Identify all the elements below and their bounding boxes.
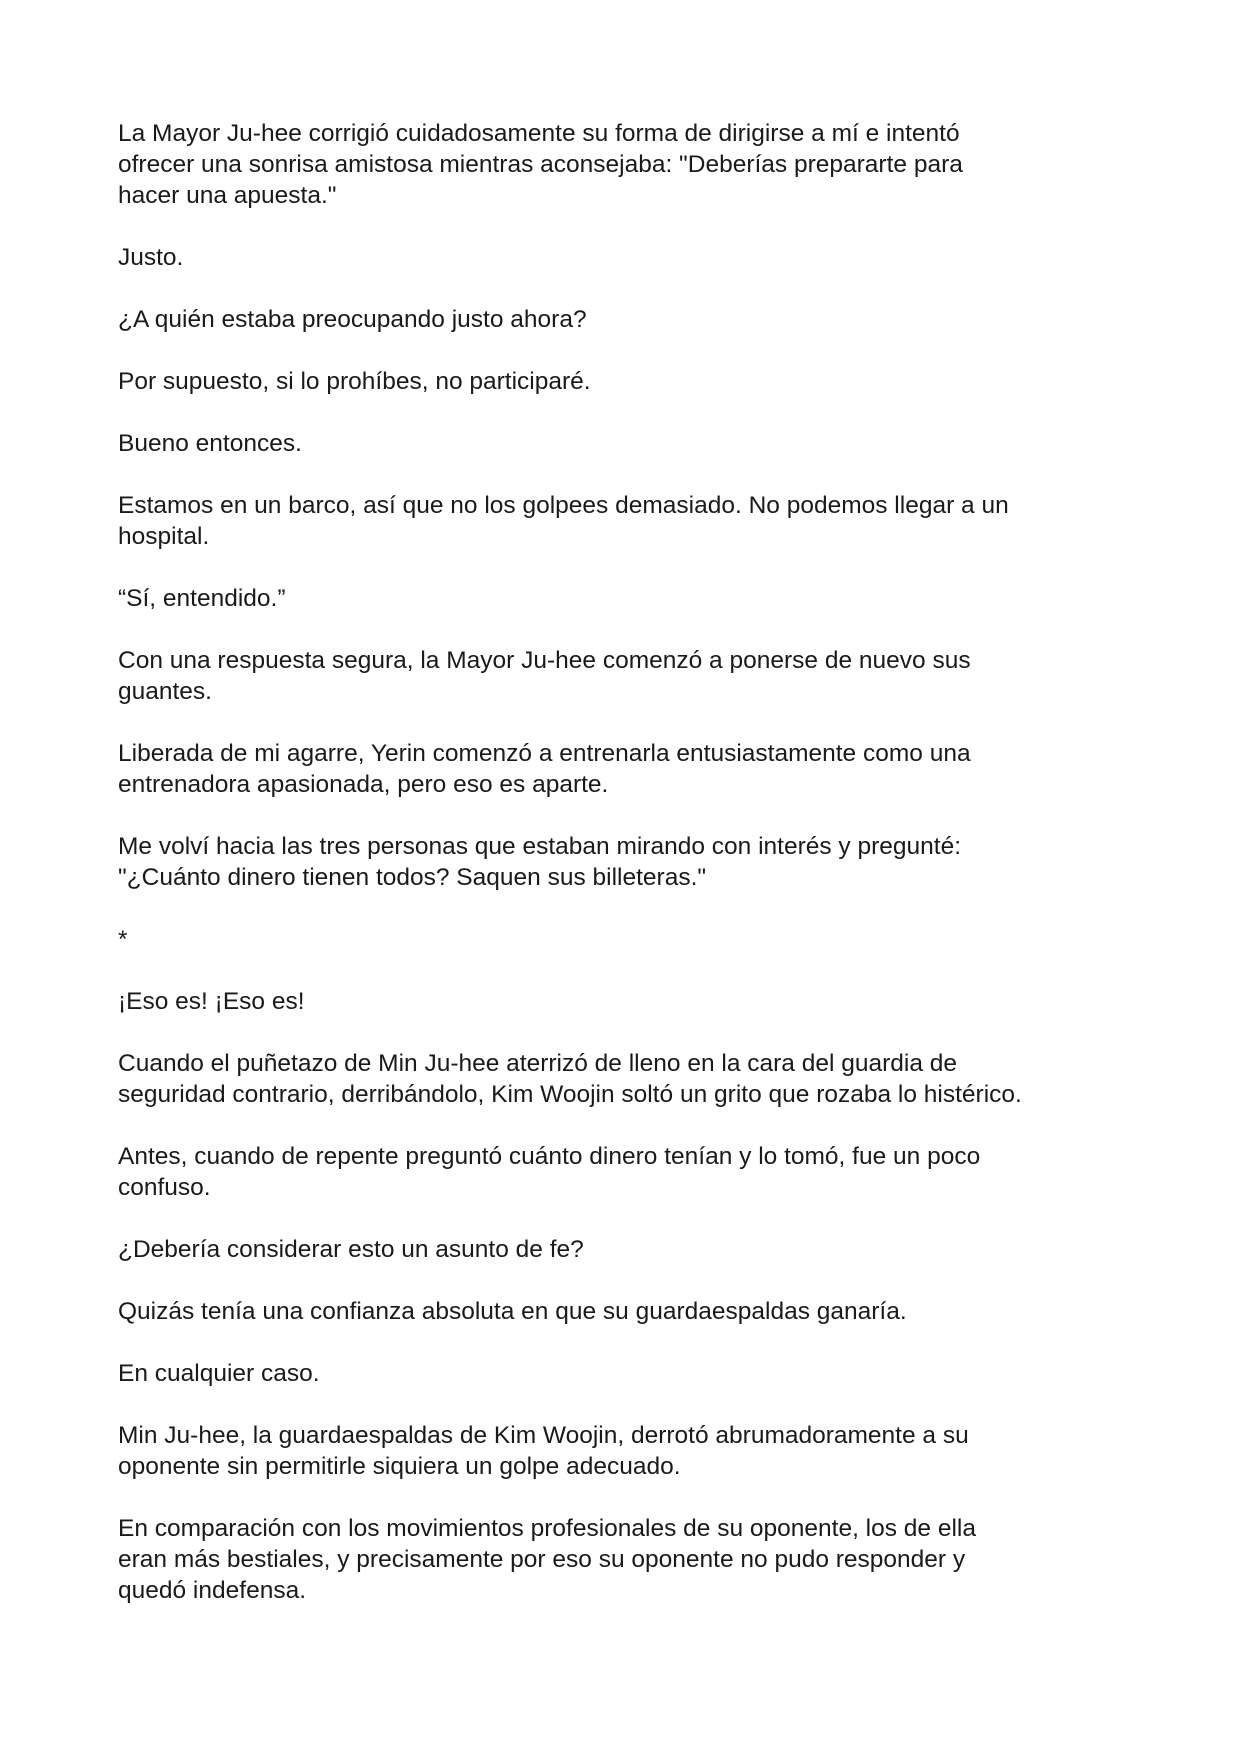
section-break-asterisk: * xyxy=(118,926,128,953)
paragraph: La Mayor Ju-hee corrigió cuidadosamente su forma de dirigirse a mí e intentó ofrecer una sonrisa amistosa mientras aconsejaba: "Deberías prepararte para hacer una apuesta." xyxy=(118,120,963,209)
paragraph: Justo. xyxy=(118,244,184,271)
paragraph: ¡Eso es! ¡Eso es! xyxy=(118,988,305,1015)
paragraph: Antes, cuando de repente preguntó cuánto dinero tenían y lo tomó, fue un poco confuso. xyxy=(118,1143,981,1201)
document-body xyxy=(118,118,1138,1637)
paragraph: ¿Debería considerar esto un asunto de fe? xyxy=(118,1236,584,1263)
paragraph: ¿A quién estaba preocupando justo ahora? xyxy=(118,306,587,333)
paragraph: Bueno entonces. xyxy=(118,430,302,457)
paragraph: En comparación con los movimientos profesionales de su oponente, los de ella eran más bestiales, y precisamente por eso su oponente no pudo responder y quedó indefensa. xyxy=(118,1515,977,1604)
paragraph: Liberada de mi agarre, Yerin comenzó a entrenarla entusiastamente como una entrenadora apasionada, pero eso es aparte. xyxy=(118,740,971,798)
paragraph: “Sí, entendido.” xyxy=(118,585,286,612)
paragraph: En cualquier caso. xyxy=(118,1360,320,1387)
paragraph: Min Ju-hee, la guardaespaldas de Kim Woojin, derrotó abrumadoramente a su oponente sin permitirle siquiera un golpe adecuado. xyxy=(118,1422,969,1480)
paragraph: Estamos en un barco, así que no los golpees demasiado. No podemos llegar a un hospital. xyxy=(118,492,1009,550)
paragraph: Quizás tenía una confianza absoluta en que su guardaespaldas ganaría. xyxy=(118,1298,907,1325)
paragraph: Por supuesto, si lo prohíbes, no participaré. xyxy=(118,368,591,395)
paragraph: Con una respuesta segura, la Mayor Ju-hee comenzó a ponerse de nuevo sus guantes. xyxy=(118,647,971,705)
paragraph: Me volví hacia las tres personas que estaban mirando con interés y pregunté: "¿Cuánto dinero tienen todos? Saquen sus billeteras." xyxy=(118,833,962,891)
paragraph: Cuando el puñetazo de Min Ju-hee aterrizó de lleno en la cara del guardia de seguridad contrario, derribándolo, Kim Woojin soltó un grito que rozaba lo histérico. xyxy=(118,1050,1022,1108)
